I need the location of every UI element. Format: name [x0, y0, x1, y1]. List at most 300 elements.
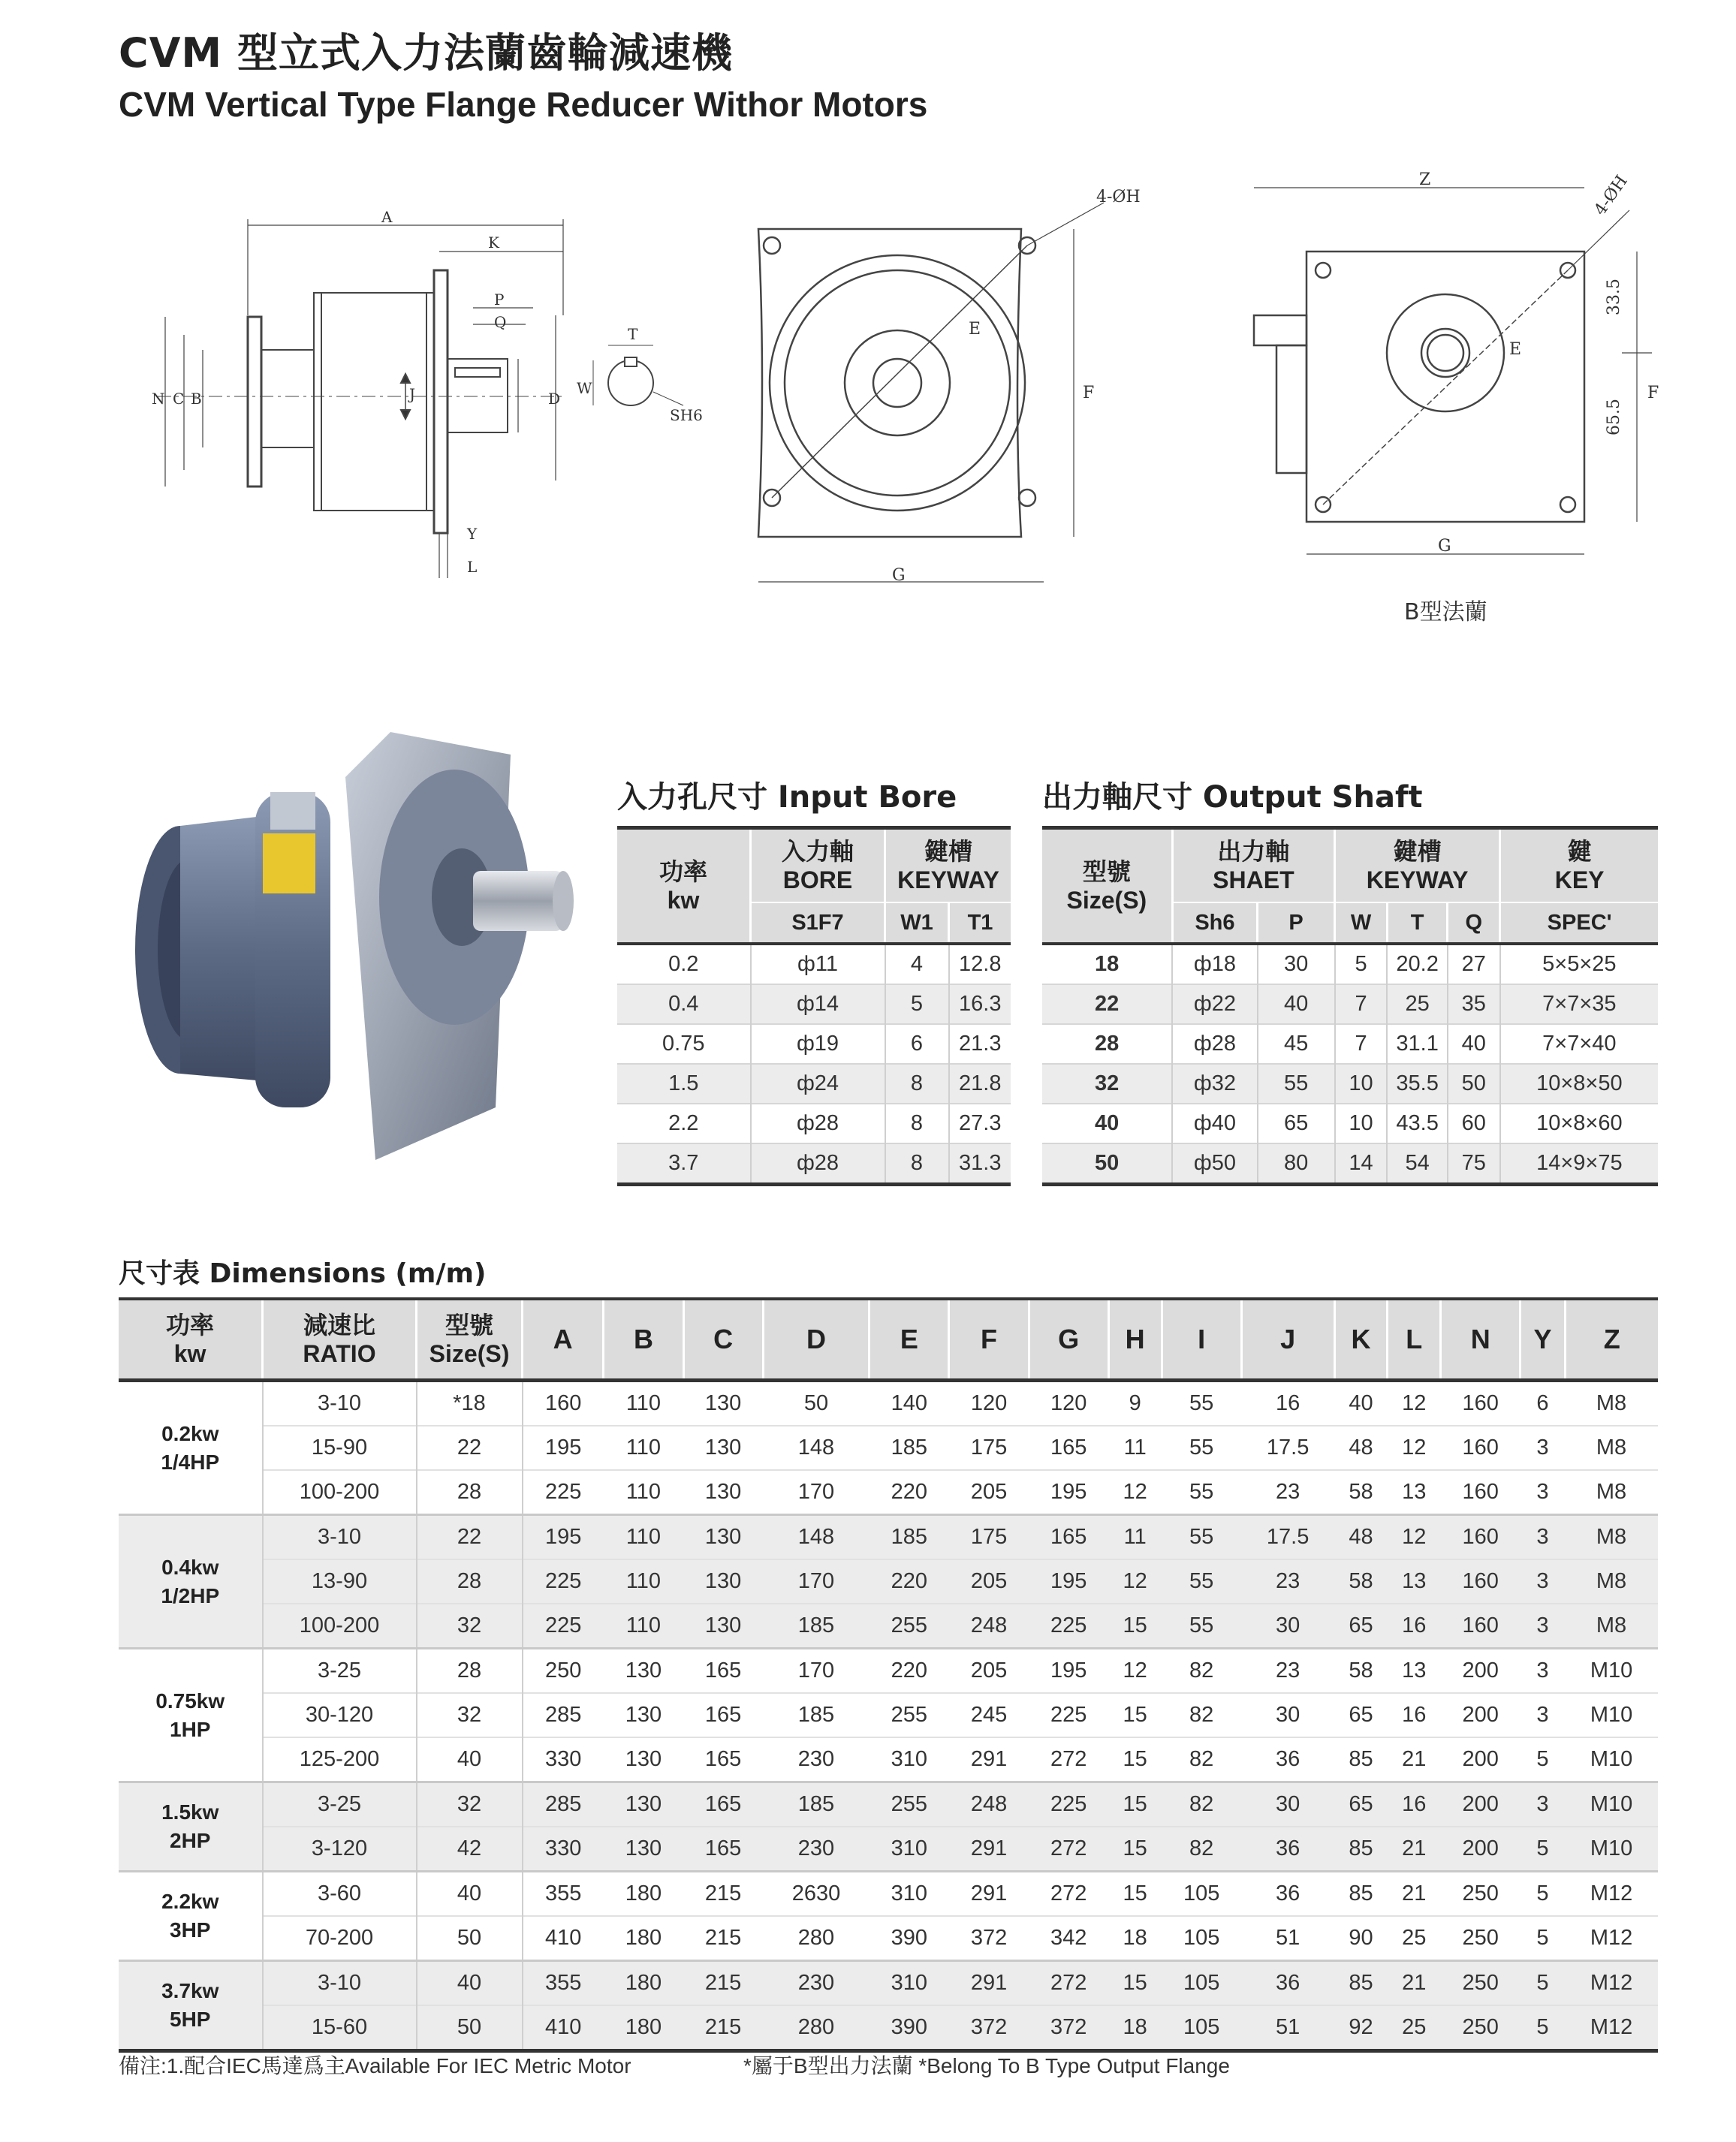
table-cell: 148 [763, 1426, 870, 1470]
table-cell: 30 [1241, 1782, 1334, 1827]
shaft-section-drawing [571, 323, 713, 435]
power-group [119, 1782, 263, 1872]
table-cell: 160 [1441, 1604, 1521, 1649]
svg-text:K: K [488, 233, 499, 252]
power-group [119, 1872, 263, 1961]
table-cell: 13 [1388, 1559, 1441, 1604]
table-cell: 21.3 [949, 1024, 1011, 1064]
table-cell: 220 [870, 1470, 949, 1515]
svg-text:L: L [467, 558, 478, 576]
table-row [617, 1064, 1011, 1104]
table-cell: 20.2 [1387, 944, 1447, 984]
table-cell: 15 [1108, 1693, 1162, 1737]
table-cell: 16 [1388, 1782, 1441, 1827]
table-cell: 55 [1162, 1470, 1241, 1515]
table-cell: 310 [870, 1961, 949, 2006]
table-cell: 220 [870, 1649, 949, 1694]
col-key [1500, 828, 1658, 903]
table-cell: 27.3 [949, 1104, 1011, 1143]
table-cell: 9 [1108, 1381, 1162, 1426]
front-view-drawing [743, 184, 1141, 589]
table-cell: 3-60 [263, 1872, 417, 1917]
table-cell: 3 [1521, 1426, 1565, 1470]
table-cell: 200 [1441, 1782, 1521, 1827]
table-cell: 250 [523, 1649, 604, 1694]
table-row [1042, 944, 1658, 984]
table-cell: 36 [1241, 1827, 1334, 1872]
table-cell: 225 [523, 1604, 604, 1649]
table-cell: 36 [1241, 1872, 1334, 1917]
table-cell: 200 [1441, 1693, 1521, 1737]
table-cell: 21 [1388, 1961, 1441, 2006]
col-w: W [1335, 902, 1388, 944]
table-cell: 28 [1042, 1024, 1172, 1064]
table-cell: 18 [1042, 944, 1172, 984]
table-cell: 13 [1388, 1649, 1441, 1694]
table-cell: M10 [1565, 1782, 1658, 1827]
table-cell: 250 [1441, 1916, 1521, 1961]
table-cell: 110 [604, 1426, 683, 1470]
table-cell: 291 [949, 1737, 1029, 1782]
table-cell: 58 [1334, 1649, 1388, 1694]
table-cell: 410 [523, 2005, 604, 2051]
col-keyway-zh: 鍵槽 [1393, 838, 1442, 865]
table-cell: 27 [1448, 944, 1500, 984]
table-cell: 28 [417, 1470, 523, 1515]
table-cell: 85 [1334, 1961, 1388, 2006]
table-cell: 355 [523, 1961, 604, 2006]
svg-text:B: B [191, 390, 202, 408]
table-cell: 372 [949, 2005, 1029, 2051]
table-cell: 280 [763, 1916, 870, 1961]
table-row [119, 1872, 1658, 1917]
table-cell: 50 [763, 1381, 870, 1426]
table-cell: 51 [1241, 2005, 1334, 2051]
table-cell: 280 [763, 2005, 870, 2051]
table-cell: 5 [1521, 1827, 1565, 1872]
table-cell: 65 [1334, 1782, 1388, 1827]
table-row [617, 1104, 1011, 1143]
table-cell: 85 [1334, 1827, 1388, 1872]
table-cell: 230 [763, 1827, 870, 1872]
table-cell: 180 [604, 1872, 683, 1917]
table-cell: 31.1 [1387, 1024, 1447, 1064]
table-cell: 291 [949, 1827, 1029, 1872]
col-s1f7: S1F7 [751, 902, 885, 944]
table-cell: 272 [1029, 1737, 1108, 1782]
table-cell: 165 [683, 1827, 763, 1872]
table-cell: M12 [1565, 2005, 1658, 2051]
table-cell: 17.5 [1241, 1515, 1334, 1560]
table-cell: 390 [870, 2005, 949, 2051]
table-cell: 12 [1388, 1515, 1441, 1560]
table-cell: 200 [1441, 1827, 1521, 1872]
table-cell: 70-200 [263, 1916, 417, 1961]
table-row [119, 1961, 1658, 2006]
table-cell: 11 [1108, 1426, 1162, 1470]
power-kw: 0.75kw [155, 1689, 225, 1713]
col-ratio [263, 1299, 417, 1381]
col-power-en: kw [667, 887, 700, 914]
table-cell: 17.5 [1241, 1426, 1334, 1470]
table-cell: 22 [417, 1426, 523, 1470]
table-cell: 32 [417, 1782, 523, 1827]
footnote-iec: 備注:1.配合IEC馬達爲主Available For IEC Metric Motor [119, 2054, 631, 2077]
table-cell: 12 [1108, 1470, 1162, 1515]
table-cell: ф22 [1172, 984, 1257, 1024]
table-cell: 80 [1258, 1143, 1335, 1185]
svg-text:Y: Y [467, 525, 478, 543]
table-cell: 342 [1029, 1916, 1108, 1961]
table-cell: ф11 [751, 944, 885, 984]
table-cell: ф19 [751, 1024, 885, 1064]
table-cell: M8 [1565, 1381, 1658, 1426]
col-f: F [949, 1299, 1029, 1381]
col-z: Z [1565, 1299, 1658, 1381]
input-bore-heading: 入力孔尺寸 Input Bore [617, 780, 957, 815]
table-cell: 12 [1388, 1381, 1441, 1426]
table-cell: 55 [1162, 1381, 1241, 1426]
table-cell: M8 [1565, 1426, 1658, 1470]
table-cell: 120 [949, 1381, 1029, 1426]
col-l: L [1388, 1299, 1441, 1381]
table-cell: 3 [1521, 1604, 1565, 1649]
table-row [119, 1470, 1658, 1515]
col-b: B [604, 1299, 683, 1381]
table-cell: 110 [604, 1470, 683, 1515]
table-cell: 0.2 [617, 944, 751, 984]
table-cell: 130 [683, 1515, 763, 1560]
table-row [1042, 1064, 1658, 1104]
table-cell: 5 [885, 984, 949, 1024]
table-cell: 55 [1162, 1515, 1241, 1560]
table-cell: 5×5×25 [1500, 944, 1658, 984]
power-group [119, 1961, 263, 2051]
power-hp: 1/2HP [161, 1583, 220, 1607]
table-cell: 3-120 [263, 1827, 417, 1872]
table-cell: 30-120 [263, 1693, 417, 1737]
table-cell: 160 [1441, 1381, 1521, 1426]
output-shaft-table [1042, 826, 1658, 1186]
power-kw: 1.5kw [161, 1800, 219, 1824]
table-cell: 10×8×60 [1500, 1104, 1658, 1143]
table-cell: 35 [1448, 984, 1500, 1024]
table-cell: 205 [949, 1470, 1029, 1515]
output-shaft-heading: 出力軸尺寸 Output Shaft [1042, 780, 1423, 815]
table-cell: 130 [604, 1693, 683, 1737]
table-cell: 225 [1029, 1604, 1108, 1649]
table-row [119, 1649, 1658, 1694]
table-cell: 3 [1521, 1693, 1565, 1737]
table-row [1042, 1104, 1658, 1143]
table-cell: 175 [949, 1426, 1029, 1470]
table-cell: 12 [1108, 1559, 1162, 1604]
table-cell: 225 [1029, 1782, 1108, 1827]
table-cell: 3 [1521, 1649, 1565, 1694]
table-cell: 220 [870, 1559, 949, 1604]
table-cell: 185 [870, 1515, 949, 1560]
table-cell: 230 [763, 1737, 870, 1782]
col-sh6: Sh6 [1172, 902, 1257, 944]
svg-text:N: N [152, 390, 165, 408]
table-cell: 55 [1162, 1559, 1241, 1604]
table-cell: 100-200 [263, 1604, 417, 1649]
table-cell: 140 [870, 1381, 949, 1426]
col-q: Q [1448, 902, 1500, 944]
col-j: J [1241, 1299, 1334, 1381]
col-bore-en: BORE [782, 866, 853, 893]
table-cell: M10 [1565, 1737, 1658, 1782]
table-cell: 30 [1258, 944, 1335, 984]
table-cell: 82 [1162, 1782, 1241, 1827]
table-cell: 185 [870, 1426, 949, 1470]
table-cell: 12 [1388, 1426, 1441, 1470]
col-power-zh: 功率 [659, 858, 707, 885]
table-row [119, 1604, 1658, 1649]
table-cell: 5 [1521, 2005, 1565, 2051]
col-shaft [1172, 828, 1334, 903]
table-cell: 160 [1441, 1426, 1521, 1470]
table-cell: 372 [949, 1916, 1029, 1961]
table-cell: 272 [1029, 1961, 1108, 2006]
table-cell: 5 [1521, 1737, 1565, 1782]
table-cell: 10 [1335, 1104, 1388, 1143]
table-cell: 5 [1335, 944, 1388, 984]
table-cell: 25 [1388, 1916, 1441, 1961]
table-cell: 32 [417, 1693, 523, 1737]
table-cell: 195 [1029, 1470, 1108, 1515]
svg-text:G: G [892, 566, 906, 585]
svg-text:E: E [1509, 340, 1522, 359]
table-cell: M8 [1565, 1604, 1658, 1649]
col-spec: SPEC' [1500, 902, 1658, 944]
table-cell: 215 [683, 2005, 763, 2051]
table-cell: 7×7×40 [1500, 1024, 1658, 1064]
table-cell: ф14 [751, 984, 885, 1024]
svg-text:W: W [577, 379, 592, 397]
table-cell: 180 [604, 2005, 683, 2051]
table-cell: 3-10 [263, 1515, 417, 1560]
col-power-en: kw [173, 1340, 206, 1367]
table-cell: 410 [523, 1916, 604, 1961]
table-cell: 7 [1335, 1024, 1388, 1064]
table-cell: 160 [1441, 1559, 1521, 1604]
table-row [119, 1426, 1658, 1470]
table-cell: 32 [417, 1604, 523, 1649]
table-row [617, 1024, 1011, 1064]
b-flange-drawing [1246, 165, 1667, 571]
table-cell: ф40 [1172, 1104, 1257, 1143]
svg-text:Q: Q [494, 313, 507, 331]
table-cell: 105 [1162, 2005, 1241, 2051]
table-cell: 105 [1162, 1961, 1241, 2006]
table-row [119, 1737, 1658, 1782]
col-e: E [870, 1299, 949, 1381]
power-group [119, 1515, 263, 1649]
table-cell: 18 [1108, 1916, 1162, 1961]
table-cell: 165 [1029, 1515, 1108, 1560]
table-cell: 21.8 [949, 1064, 1011, 1104]
table-cell: 40 [417, 1872, 523, 1917]
table-cell: 82 [1162, 1737, 1241, 1782]
svg-text:T: T [628, 325, 638, 343]
table-cell: 110 [604, 1604, 683, 1649]
svg-text:Z: Z [1419, 170, 1431, 189]
table-cell: 195 [523, 1426, 604, 1470]
col-g: G [1029, 1299, 1108, 1381]
col-keyway-en: KEYWAY [897, 866, 999, 893]
table-row [617, 1143, 1011, 1185]
table-cell: 2.2 [617, 1104, 751, 1143]
table-cell: 40 [417, 1737, 523, 1782]
table-cell: 165 [683, 1649, 763, 1694]
svg-text:4-ØH: 4-ØH [1590, 172, 1632, 219]
svg-text:E: E [969, 320, 981, 339]
power-group [119, 1381, 263, 1515]
svg-text:D: D [548, 390, 561, 408]
table-cell: 90 [1334, 1916, 1388, 1961]
table-cell: 200 [1441, 1737, 1521, 1782]
table-cell: 3-10 [263, 1961, 417, 2006]
table-cell: 23 [1241, 1470, 1334, 1515]
table-cell: ф50 [1172, 1143, 1257, 1185]
table-cell: 50 [417, 2005, 523, 2051]
table-cell: 23 [1241, 1559, 1334, 1604]
table-cell: 75 [1448, 1143, 1500, 1185]
svg-text:J: J [409, 385, 416, 403]
table-cell: 250 [1441, 2005, 1521, 2051]
table-cell: 21 [1388, 1737, 1441, 1782]
table-cell: 3 [1521, 1470, 1565, 1515]
table-cell: ф28 [751, 1104, 885, 1143]
table-row [119, 2005, 1658, 2051]
table-cell: 6 [885, 1024, 949, 1064]
col-size-en: Size(S) [429, 1340, 510, 1367]
table-cell: 16 [1388, 1693, 1441, 1737]
table-cell: 30 [1241, 1693, 1334, 1737]
table-cell: 6 [1521, 1381, 1565, 1426]
table-cell: 215 [683, 1961, 763, 2006]
table-cell: ф24 [751, 1064, 885, 1104]
table-row [119, 1916, 1658, 1961]
col-t: T [1387, 902, 1447, 944]
table-cell: M10 [1565, 1827, 1658, 1872]
table-cell: 14×9×75 [1500, 1143, 1658, 1185]
svg-text:G: G [1438, 537, 1451, 556]
table-cell: 130 [683, 1604, 763, 1649]
col-power-zh: 功率 [165, 1312, 214, 1339]
table-cell: 330 [523, 1827, 604, 1872]
table-cell: 65 [1334, 1604, 1388, 1649]
col-key-zh: 鍵 [1567, 838, 1592, 865]
table-cell: 0.4 [617, 984, 751, 1024]
table-cell: 48 [1334, 1515, 1388, 1560]
table-cell: 22 [1042, 984, 1172, 1024]
table-cell: 58 [1334, 1470, 1388, 1515]
table-cell: 58 [1334, 1559, 1388, 1604]
col-d: D [763, 1299, 870, 1381]
table-cell: 16.3 [949, 984, 1011, 1024]
table-cell: 11 [1108, 1515, 1162, 1560]
power-kw: 3.7kw [161, 1979, 219, 2002]
col-y: Y [1521, 1299, 1565, 1381]
table-cell: 55 [1162, 1604, 1241, 1649]
table-cell: 10×8×50 [1500, 1064, 1658, 1104]
input-bore-table [617, 826, 1011, 1186]
table-cell: 15 [1108, 1827, 1162, 1872]
col-k: K [1334, 1299, 1388, 1381]
table-cell: 42 [417, 1827, 523, 1872]
table-cell: 165 [683, 1737, 763, 1782]
table-cell: 0.75 [617, 1024, 751, 1064]
table-cell: 15 [1108, 1604, 1162, 1649]
table-row [617, 944, 1011, 984]
table-cell: 40 [1448, 1024, 1500, 1064]
table-cell: 12 [1108, 1649, 1162, 1694]
table-cell: 148 [763, 1515, 870, 1560]
table-cell: 2630 [763, 1872, 870, 1917]
table-cell: 185 [763, 1782, 870, 1827]
table-cell: M8 [1565, 1470, 1658, 1515]
table-cell: 18 [1108, 2005, 1162, 2051]
table-cell: 130 [683, 1426, 763, 1470]
table-cell: 170 [763, 1470, 870, 1515]
table-cell: 8 [885, 1143, 949, 1185]
table-cell: 165 [683, 1782, 763, 1827]
table-cell: 40 [1042, 1104, 1172, 1143]
table-cell: 272 [1029, 1872, 1108, 1917]
table-cell: 248 [949, 1604, 1029, 1649]
table-cell: 130 [604, 1782, 683, 1827]
col-keyway [885, 828, 1011, 903]
table-cell: M10 [1565, 1693, 1658, 1737]
table-cell: 355 [523, 1872, 604, 1917]
table-cell: 31.3 [949, 1143, 1011, 1185]
col-n: N [1441, 1299, 1521, 1381]
table-cell: 310 [870, 1872, 949, 1917]
table-cell: M12 [1565, 1916, 1658, 1961]
table-cell: 130 [604, 1649, 683, 1694]
table-cell: 13-90 [263, 1559, 417, 1604]
table-cell: 40 [1334, 1381, 1388, 1426]
table-cell: 43.5 [1387, 1104, 1447, 1143]
table-cell: 15 [1108, 1961, 1162, 2006]
table-cell: 25 [1388, 2005, 1441, 2051]
table-cell: 40 [417, 1961, 523, 2006]
gear-reducer-image [120, 732, 586, 1167]
table-row [1042, 1143, 1658, 1185]
table-cell: 285 [523, 1782, 604, 1827]
table-cell: 130 [604, 1827, 683, 1872]
table-cell: 291 [949, 1872, 1029, 1917]
col-keyway [1335, 828, 1500, 903]
table-cell: 130 [683, 1559, 763, 1604]
table-cell: 170 [763, 1649, 870, 1694]
svg-text:4-ØH: 4-ØH [1096, 188, 1141, 206]
col-h: H [1108, 1299, 1162, 1381]
table-cell: 4 [885, 944, 949, 984]
table-cell: 32 [1042, 1064, 1172, 1104]
table-cell: 51 [1241, 1916, 1334, 1961]
col-t1: T1 [949, 902, 1011, 944]
power-hp: 3HP [170, 1918, 211, 1942]
table-cell: 16 [1388, 1604, 1441, 1649]
col-ratio-en: RATIO [303, 1340, 376, 1367]
table-cell: 85 [1334, 1737, 1388, 1782]
dimensions-heading: 尺寸表 Dimensions (m/m) [119, 1258, 487, 1289]
table-cell: 225 [523, 1559, 604, 1604]
svg-text:F: F [1647, 384, 1659, 402]
